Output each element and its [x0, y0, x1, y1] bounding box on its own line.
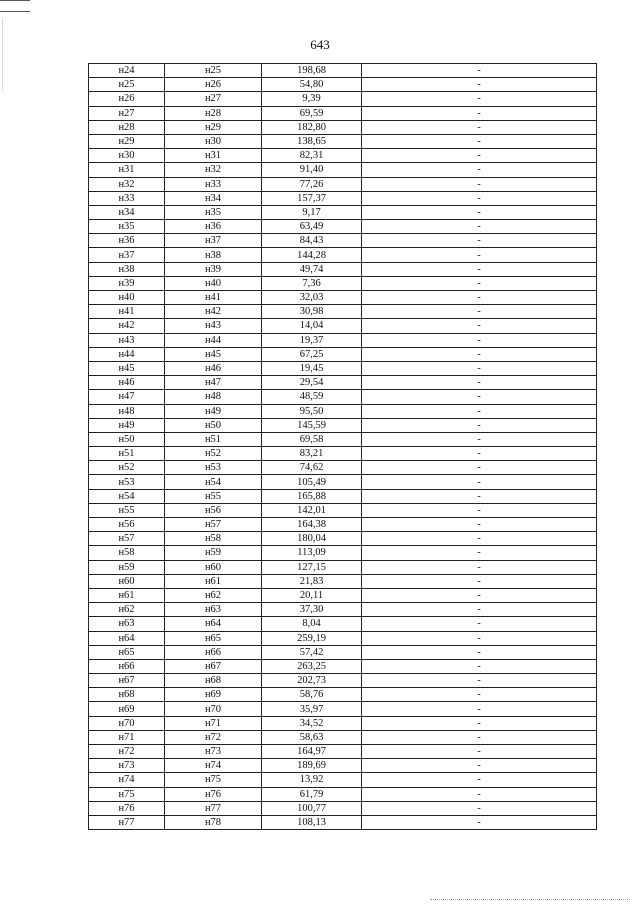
- distance-cell: 165,88: [262, 489, 362, 503]
- table-row: [89, 560, 597, 574]
- from-point-cell: н34: [89, 205, 165, 219]
- to-point-cell: н63: [165, 603, 262, 617]
- to-point-cell: н28: [165, 106, 262, 120]
- distance-cell: 30,98: [262, 305, 362, 319]
- note-cell: -: [362, 716, 597, 730]
- from-point-cell: н44: [89, 347, 165, 361]
- distance-cell: 14,04: [262, 319, 362, 333]
- note-cell: -: [362, 475, 597, 489]
- to-point-cell: н48: [165, 390, 262, 404]
- to-point-cell: н39: [165, 262, 262, 276]
- distance-cell: 48,59: [262, 390, 362, 404]
- table-row: [89, 305, 597, 319]
- from-point-cell: н71: [89, 730, 165, 744]
- distance-cell: 69,59: [262, 106, 362, 120]
- note-cell: -: [362, 489, 597, 503]
- note-cell: -: [362, 532, 597, 546]
- table-row: [89, 64, 597, 78]
- from-point-cell: н58: [89, 546, 165, 560]
- table-row: [89, 361, 597, 375]
- note-cell: -: [362, 305, 597, 319]
- note-cell: -: [362, 64, 597, 78]
- from-point-cell: н64: [89, 631, 165, 645]
- from-point-cell: н65: [89, 645, 165, 659]
- table-row: [89, 248, 597, 262]
- from-point-cell: н72: [89, 745, 165, 759]
- table-row: [89, 631, 597, 645]
- table-row: [89, 787, 597, 801]
- note-cell: -: [362, 291, 597, 305]
- note-cell: -: [362, 177, 597, 191]
- distance-cell: 95,50: [262, 404, 362, 418]
- from-point-cell: н66: [89, 659, 165, 673]
- scan-bottom-mark: [430, 899, 630, 901]
- to-point-cell: н76: [165, 787, 262, 801]
- from-point-cell: н75: [89, 787, 165, 801]
- distance-cell: 82,31: [262, 149, 362, 163]
- from-point-cell: н46: [89, 376, 165, 390]
- to-point-cell: н66: [165, 645, 262, 659]
- from-point-cell: н43: [89, 333, 165, 347]
- from-point-cell: н27: [89, 106, 165, 120]
- distance-cell: 69,58: [262, 432, 362, 446]
- from-point-cell: н68: [89, 688, 165, 702]
- note-cell: -: [362, 674, 597, 688]
- from-point-cell: н42: [89, 319, 165, 333]
- to-point-cell: н59: [165, 546, 262, 560]
- distance-cell: 108,13: [262, 815, 362, 829]
- distance-cell: 29,54: [262, 376, 362, 390]
- to-point-cell: н57: [165, 518, 262, 532]
- distance-cell: 105,49: [262, 475, 362, 489]
- to-point-cell: н25: [165, 64, 262, 78]
- to-point-cell: н69: [165, 688, 262, 702]
- to-point-cell: н34: [165, 191, 262, 205]
- distance-cell: 58,76: [262, 688, 362, 702]
- to-point-cell: н29: [165, 120, 262, 134]
- from-point-cell: н76: [89, 801, 165, 815]
- from-point-cell: н49: [89, 418, 165, 432]
- note-cell: -: [362, 376, 597, 390]
- distance-cell: 144,28: [262, 248, 362, 262]
- table-row: [89, 163, 597, 177]
- note-cell: -: [362, 801, 597, 815]
- from-point-cell: н59: [89, 560, 165, 574]
- to-point-cell: н36: [165, 220, 262, 234]
- note-cell: -: [362, 432, 597, 446]
- distance-cell: 145,59: [262, 418, 362, 432]
- table-row: [89, 191, 597, 205]
- table-row: [89, 461, 597, 475]
- to-point-cell: н75: [165, 773, 262, 787]
- distance-cell: 77,26: [262, 177, 362, 191]
- note-cell: -: [362, 163, 597, 177]
- note-cell: -: [362, 787, 597, 801]
- table-row: [89, 702, 597, 716]
- note-cell: -: [362, 645, 597, 659]
- from-point-cell: н69: [89, 702, 165, 716]
- distance-cell: 127,15: [262, 560, 362, 574]
- table-row: [89, 588, 597, 602]
- note-cell: -: [362, 546, 597, 560]
- from-point-cell: н60: [89, 574, 165, 588]
- from-point-cell: н26: [89, 92, 165, 106]
- note-cell: -: [362, 134, 597, 148]
- distance-cell: 142,01: [262, 503, 362, 517]
- to-point-cell: н45: [165, 347, 262, 361]
- distance-cell: 32,03: [262, 291, 362, 305]
- distance-cell: 164,38: [262, 518, 362, 532]
- distance-cell: 7,36: [262, 276, 362, 290]
- from-point-cell: н33: [89, 191, 165, 205]
- distance-cell: 54,80: [262, 78, 362, 92]
- to-point-cell: н51: [165, 432, 262, 446]
- to-point-cell: н40: [165, 276, 262, 290]
- distance-cell: 157,37: [262, 191, 362, 205]
- from-point-cell: н55: [89, 503, 165, 517]
- from-point-cell: н54: [89, 489, 165, 503]
- table-row: [89, 120, 597, 134]
- note-cell: -: [362, 745, 597, 759]
- table-row: [89, 319, 597, 333]
- to-point-cell: н71: [165, 716, 262, 730]
- to-point-cell: н32: [165, 163, 262, 177]
- note-cell: -: [362, 191, 597, 205]
- table-row: [89, 815, 597, 829]
- note-cell: -: [362, 106, 597, 120]
- distance-cell: 83,21: [262, 447, 362, 461]
- table-row: [89, 574, 597, 588]
- to-point-cell: н37: [165, 234, 262, 248]
- distance-cell: 202,73: [262, 674, 362, 688]
- distance-cell: 67,25: [262, 347, 362, 361]
- table-row: [89, 759, 597, 773]
- from-point-cell: н40: [89, 291, 165, 305]
- table-row: [89, 418, 597, 432]
- from-point-cell: н73: [89, 759, 165, 773]
- table-row: [89, 801, 597, 815]
- table-row: [89, 276, 597, 290]
- boundary-points-table: [88, 63, 597, 830]
- note-cell: -: [362, 447, 597, 461]
- note-cell: -: [362, 262, 597, 276]
- note-cell: -: [362, 574, 597, 588]
- distance-cell: 259,19: [262, 631, 362, 645]
- note-cell: -: [362, 631, 597, 645]
- distance-cell: 263,25: [262, 659, 362, 673]
- table-row: [89, 674, 597, 688]
- from-point-cell: н37: [89, 248, 165, 262]
- from-point-cell: н77: [89, 815, 165, 829]
- to-point-cell: н68: [165, 674, 262, 688]
- distance-cell: 84,43: [262, 234, 362, 248]
- distance-cell: 34,52: [262, 716, 362, 730]
- from-point-cell: н38: [89, 262, 165, 276]
- note-cell: -: [362, 588, 597, 602]
- to-point-cell: н72: [165, 730, 262, 744]
- from-point-cell: н57: [89, 532, 165, 546]
- note-cell: -: [362, 560, 597, 574]
- note-cell: -: [362, 276, 597, 290]
- from-point-cell: н31: [89, 163, 165, 177]
- from-point-cell: н45: [89, 361, 165, 375]
- to-point-cell: н73: [165, 745, 262, 759]
- note-cell: -: [362, 78, 597, 92]
- from-point-cell: н25: [89, 78, 165, 92]
- note-cell: -: [362, 759, 597, 773]
- to-point-cell: н58: [165, 532, 262, 546]
- from-point-cell: н62: [89, 603, 165, 617]
- note-cell: -: [362, 730, 597, 744]
- note-cell: -: [362, 815, 597, 829]
- to-point-cell: н31: [165, 149, 262, 163]
- table-row: [89, 645, 597, 659]
- note-cell: -: [362, 503, 597, 517]
- table-row: [89, 205, 597, 219]
- table-row: [89, 149, 597, 163]
- table-row: [89, 603, 597, 617]
- from-point-cell: н53: [89, 475, 165, 489]
- to-point-cell: н62: [165, 588, 262, 602]
- from-point-cell: н28: [89, 120, 165, 134]
- from-point-cell: н24: [89, 64, 165, 78]
- note-cell: -: [362, 659, 597, 673]
- table-row: [89, 376, 597, 390]
- table-row: [89, 730, 597, 744]
- note-cell: -: [362, 205, 597, 219]
- note-cell: -: [362, 603, 597, 617]
- to-point-cell: н38: [165, 248, 262, 262]
- from-point-cell: н56: [89, 518, 165, 532]
- to-point-cell: н50: [165, 418, 262, 432]
- table-row: [89, 489, 597, 503]
- from-point-cell: н36: [89, 234, 165, 248]
- note-cell: -: [362, 518, 597, 532]
- to-point-cell: н44: [165, 333, 262, 347]
- to-point-cell: н46: [165, 361, 262, 375]
- to-point-cell: н54: [165, 475, 262, 489]
- to-point-cell: н35: [165, 205, 262, 219]
- note-cell: -: [362, 461, 597, 475]
- table-row: [89, 475, 597, 489]
- distance-cell: 37,30: [262, 603, 362, 617]
- table-row: [89, 532, 597, 546]
- from-point-cell: н47: [89, 390, 165, 404]
- note-cell: -: [362, 248, 597, 262]
- note-cell: -: [362, 92, 597, 106]
- note-cell: -: [362, 617, 597, 631]
- table-row: [89, 716, 597, 730]
- table-row: [89, 688, 597, 702]
- table-row: [89, 262, 597, 276]
- note-cell: -: [362, 688, 597, 702]
- from-point-cell: н32: [89, 177, 165, 191]
- from-point-cell: н51: [89, 447, 165, 461]
- to-point-cell: н33: [165, 177, 262, 191]
- note-cell: -: [362, 347, 597, 361]
- table-row: [89, 546, 597, 560]
- from-point-cell: н67: [89, 674, 165, 688]
- to-point-cell: н64: [165, 617, 262, 631]
- distance-cell: 9,39: [262, 92, 362, 106]
- to-point-cell: н27: [165, 92, 262, 106]
- from-point-cell: н74: [89, 773, 165, 787]
- distance-cell: 100,77: [262, 801, 362, 815]
- to-point-cell: н61: [165, 574, 262, 588]
- table-row: [89, 773, 597, 787]
- note-cell: -: [362, 234, 597, 248]
- to-point-cell: н67: [165, 659, 262, 673]
- distance-cell: 58,63: [262, 730, 362, 744]
- to-point-cell: н26: [165, 78, 262, 92]
- note-cell: -: [362, 149, 597, 163]
- from-point-cell: н61: [89, 588, 165, 602]
- to-point-cell: н78: [165, 815, 262, 829]
- table-row: [89, 390, 597, 404]
- note-cell: -: [362, 220, 597, 234]
- from-point-cell: н30: [89, 149, 165, 163]
- distance-cell: 138,65: [262, 134, 362, 148]
- distance-cell: 91,40: [262, 163, 362, 177]
- table-row: [89, 745, 597, 759]
- to-point-cell: н56: [165, 503, 262, 517]
- page-number: 643: [310, 37, 330, 52]
- distance-cell: 182,80: [262, 120, 362, 134]
- distance-cell: 49,74: [262, 262, 362, 276]
- distance-cell: 20,11: [262, 588, 362, 602]
- to-point-cell: н43: [165, 319, 262, 333]
- note-cell: -: [362, 418, 597, 432]
- to-point-cell: н70: [165, 702, 262, 716]
- table-row: [89, 134, 597, 148]
- to-point-cell: н49: [165, 404, 262, 418]
- distance-cell: 35,97: [262, 702, 362, 716]
- from-point-cell: н50: [89, 432, 165, 446]
- distance-cell: 9,17: [262, 205, 362, 219]
- from-point-cell: н41: [89, 305, 165, 319]
- distance-cell: 8,04: [262, 617, 362, 631]
- to-point-cell: н77: [165, 801, 262, 815]
- table-row: [89, 291, 597, 305]
- table-row: [89, 220, 597, 234]
- to-point-cell: н47: [165, 376, 262, 390]
- distance-cell: 19,45: [262, 361, 362, 375]
- distance-cell: 19,37: [262, 333, 362, 347]
- distance-cell: 113,09: [262, 546, 362, 560]
- to-point-cell: н53: [165, 461, 262, 475]
- table-row: [89, 659, 597, 673]
- table-row: [89, 404, 597, 418]
- table-row: [89, 333, 597, 347]
- from-point-cell: н29: [89, 134, 165, 148]
- note-cell: -: [362, 333, 597, 347]
- distance-cell: 63,49: [262, 220, 362, 234]
- to-point-cell: н60: [165, 560, 262, 574]
- note-cell: -: [362, 404, 597, 418]
- scan-edge-marks: [2, 20, 4, 90]
- to-point-cell: н41: [165, 291, 262, 305]
- table-row: [89, 617, 597, 631]
- note-cell: -: [362, 361, 597, 375]
- note-cell: -: [362, 390, 597, 404]
- note-cell: -: [362, 773, 597, 787]
- from-point-cell: н48: [89, 404, 165, 418]
- table-row: [89, 234, 597, 248]
- distance-cell: 164,97: [262, 745, 362, 759]
- to-point-cell: н65: [165, 631, 262, 645]
- corner-mark: [0, 0, 30, 12]
- table-row: [89, 106, 597, 120]
- to-point-cell: н74: [165, 759, 262, 773]
- note-cell: -: [362, 702, 597, 716]
- distance-cell: 57,42: [262, 645, 362, 659]
- to-point-cell: н42: [165, 305, 262, 319]
- from-point-cell: н52: [89, 461, 165, 475]
- distance-cell: 189,69: [262, 759, 362, 773]
- from-point-cell: н70: [89, 716, 165, 730]
- table-row: [89, 432, 597, 446]
- from-point-cell: н35: [89, 220, 165, 234]
- from-point-cell: н39: [89, 276, 165, 290]
- table-row: [89, 78, 597, 92]
- from-point-cell: н63: [89, 617, 165, 631]
- to-point-cell: н55: [165, 489, 262, 503]
- table-row: [89, 518, 597, 532]
- distance-cell: 61,79: [262, 787, 362, 801]
- to-point-cell: н52: [165, 447, 262, 461]
- table-row: [89, 92, 597, 106]
- table-row: [89, 177, 597, 191]
- table-row: [89, 503, 597, 517]
- note-cell: -: [362, 120, 597, 134]
- to-point-cell: н30: [165, 134, 262, 148]
- distance-cell: 180,04: [262, 532, 362, 546]
- table-row: [89, 447, 597, 461]
- table-row: [89, 347, 597, 361]
- distance-cell: 198,68: [262, 64, 362, 78]
- note-cell: -: [362, 319, 597, 333]
- distance-cell: 13,92: [262, 773, 362, 787]
- distance-cell: 21,83: [262, 574, 362, 588]
- distance-cell: 74,62: [262, 461, 362, 475]
